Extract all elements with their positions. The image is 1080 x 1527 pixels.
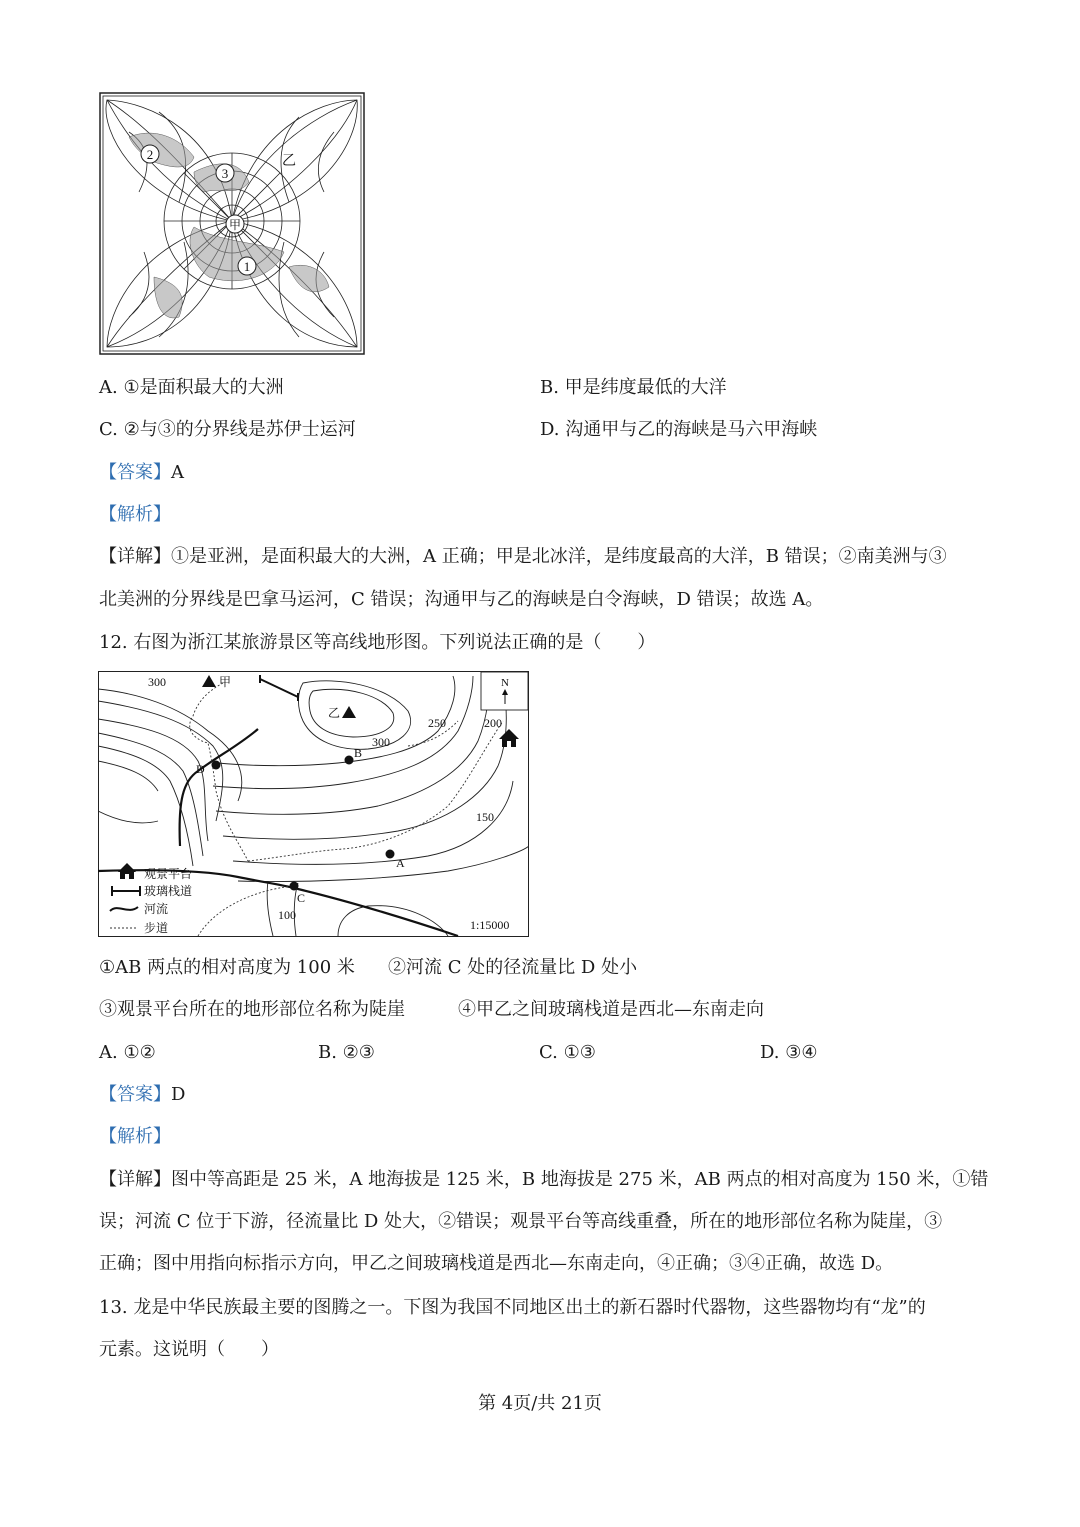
- label-jia: 甲: [228, 218, 242, 232]
- q12-detail-line2: 误；河流 C 位于下游，径流量比 D 处大，②错误；观景平台等高线重叠，所在的地形部位名称为陡崖，③: [99, 1211, 943, 1232]
- legend-platform-label: 观景平台: [144, 867, 193, 881]
- q12-option-c: C. ①③: [539, 1042, 596, 1063]
- detail-text: 图中等高距是 25 米，A 地海拔是 125 米，B 地海拔是 275 米，AB 两点的相对高度为 150 米，①错: [171, 1169, 989, 1190]
- label-2: 2: [146, 147, 154, 162]
- q12-answer: [99, 1083, 185, 1107]
- label-3: 3: [221, 166, 229, 181]
- q11-option-c: C. ②与③的分界线是苏伊士运河: [99, 419, 356, 440]
- q11-option-d: D. 沟通甲与乙的海峡是马六甲海峡: [540, 419, 818, 440]
- point-d: [212, 761, 221, 770]
- q12-option-a: A. ①②: [99, 1042, 156, 1063]
- point-b: [345, 756, 354, 765]
- q11-option-a: A. ①是面积最大的大洲: [99, 377, 284, 398]
- q12-stem: 12. 右图为浙江某旅游景区等高线地形图。下列说法正确的是（ ）: [99, 632, 656, 653]
- detail-label: 【详解】: [99, 546, 171, 567]
- world-map-figure: [99, 92, 365, 355]
- answer-label: 【答案】: [99, 1084, 171, 1105]
- answer-value: D: [171, 1084, 186, 1105]
- q13-stem-line2: 元素。这说明（ ）: [99, 1339, 279, 1360]
- contour-300-b: 300: [372, 735, 390, 749]
- north-label: N: [501, 677, 509, 689]
- legend-glass-label: 玻璃栈道: [144, 884, 193, 898]
- contour-200: 200: [484, 716, 502, 730]
- label-peak-jia: 甲: [219, 675, 232, 689]
- q11-option-b: B. 甲是纬度最低的大洋: [540, 377, 727, 398]
- q11-answer: [99, 461, 184, 485]
- label-1: 1: [243, 259, 251, 274]
- q11-analysis-label: 【解析】: [99, 504, 171, 525]
- label-c: C: [297, 891, 306, 905]
- contour-100: 100: [278, 908, 296, 922]
- contour-map: [98, 671, 529, 937]
- point-a: [386, 850, 395, 859]
- label-peak-yi: 乙: [328, 706, 341, 720]
- q12-option-d: D. ③④: [760, 1042, 818, 1063]
- label-d: D: [196, 762, 205, 776]
- contour-300-a: 300: [148, 675, 166, 689]
- label-b: B: [354, 746, 363, 760]
- legend-path-label: 步道: [144, 921, 169, 935]
- answer-label: 【答案】: [99, 462, 171, 483]
- contour-250: 250: [428, 716, 446, 730]
- q12-statement-3: ③观景平台所在的地形部位名称为陡崖: [99, 999, 405, 1020]
- q12-statement-4: ④甲乙之间玻璃栈道是西北—东南走向: [458, 999, 764, 1020]
- q12-detail-line3: 正确；图中用指向标指示方向，甲乙之间玻璃栈道是西北—东南走向，④正确；③④正确，故选 D。: [99, 1253, 894, 1274]
- q12-detail-line1: [99, 1168, 988, 1192]
- answer-value: A: [171, 462, 184, 483]
- q12-statement-1: ①AB 两点的相对高度为 100 米: [99, 957, 355, 978]
- q12-statement-2: ②河流 C 处的径流量比 D 处小: [388, 957, 638, 978]
- polar-projection-map: [99, 92, 365, 355]
- q11-detail-line1: [99, 545, 947, 569]
- contour-150: 150: [476, 810, 494, 824]
- legend-river-label: 河流: [144, 902, 169, 916]
- label-yi: 乙: [282, 153, 296, 169]
- q13-stem-line1: 13. 龙是中华民族最主要的图腾之一。下图为我国不同地区出土的新石器时代器物，这些器物均有“龙”的: [99, 1297, 926, 1318]
- detail-label: 【详解】: [99, 1169, 171, 1190]
- page-footer: 第 4页/共 21页: [478, 1393, 602, 1414]
- q12-option-b: B. ②③: [318, 1042, 375, 1063]
- q12-analysis-label: 【解析】: [99, 1126, 171, 1147]
- map-scale: 1:15000: [470, 918, 510, 932]
- label-a: A: [396, 856, 405, 870]
- contour-map-figure: [98, 671, 529, 937]
- q11-detail-line2: 北美洲的分界线是巴拿马运河，C 错误；沟通甲与乙的海峡是白令海峡，D 错误；故选 A。: [99, 589, 824, 610]
- point-c: [290, 882, 299, 891]
- detail-text: ①是亚洲，是面积最大的大洲，A 正确；甲是北冰洋，是纬度最高的大洋，B 错误；②南美洲与③: [171, 546, 947, 567]
